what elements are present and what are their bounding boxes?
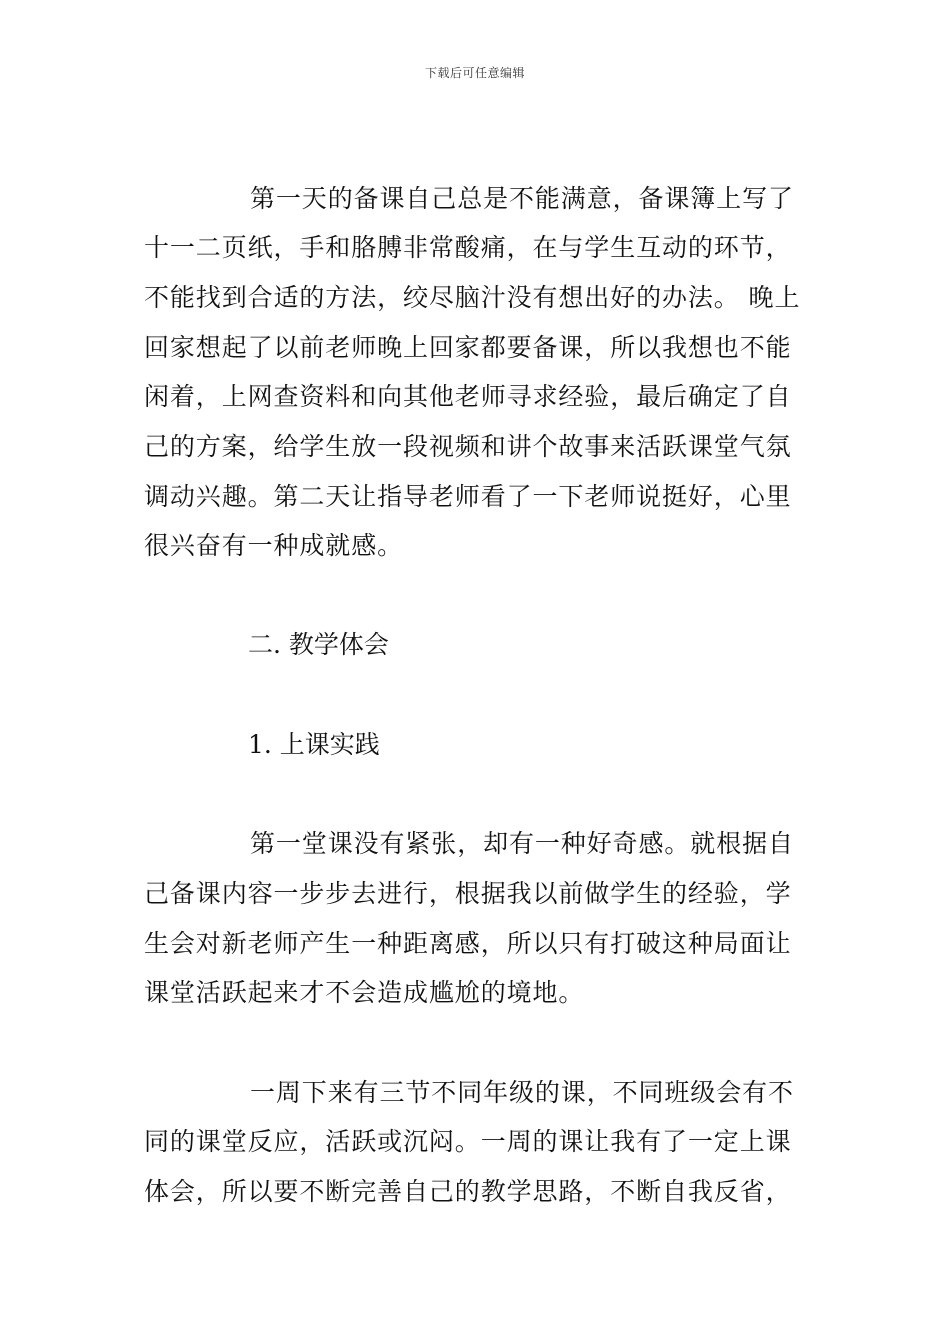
paragraph-3-line-1: 一周下来有三节不同年级的课，不同班级会有不 [250, 1078, 794, 1107]
paragraph-3-line-3: 体会，所以要不断完善自己的教学思路，不断自我反省， [144, 1177, 792, 1206]
paragraph-1-line-6: 己的方案，给学生放一段视频和讲个故事来活跃课堂气氛 [144, 432, 792, 461]
paragraph-1-line-2: 十一二页纸，手和胳膊非常酸痛，在与学生互动的环节， [144, 233, 792, 262]
paragraph-2-line-1: 第一堂课没有紧张，却有一种好奇感。就根据自 [250, 829, 794, 858]
paragraph-1-line-8: 很兴奋有一种成就感。 [144, 531, 404, 560]
paragraph-1-line-1: 第一天的备课自己总是不能满意，备课簿上写了 [250, 184, 794, 213]
paragraph-2-line-3: 生会对新老师产生一种距离感，所以只有打破这种局面让 [144, 929, 792, 958]
paragraph-3-line-2: 同的课堂反应，活跃或沉闷。一周的课让我有了一定上课 [144, 1127, 792, 1156]
paragraph-1-line-7: 调动兴趣。第二天让指导老师看了一下老师说挺好，心里 [144, 482, 792, 511]
paragraph-1-line-4: 回家想起了以前老师晚上回家都要备课，所以我想也不能 [144, 333, 792, 362]
section-heading: 二. 教学体会 [248, 630, 389, 659]
paragraph-2-line-4: 课堂活跃起来才不会造成尴尬的境地。 [144, 978, 585, 1007]
paragraph-1-line-3: 不能找到合适的方法，绞尽脑汁没有想出好的办法。 晚上 [144, 283, 801, 312]
paragraph-2-line-2: 己备课内容一步步去进行，根据我以前做学生的经验，学 [144, 879, 792, 908]
paragraph-1-line-5: 闲着，上网查资料和向其他老师寻求经验，最后确定了自 [144, 382, 792, 411]
page-header: 下载后可任意编辑 [424, 66, 525, 80]
subsection-heading: 1. 上课实践 [248, 730, 380, 759]
